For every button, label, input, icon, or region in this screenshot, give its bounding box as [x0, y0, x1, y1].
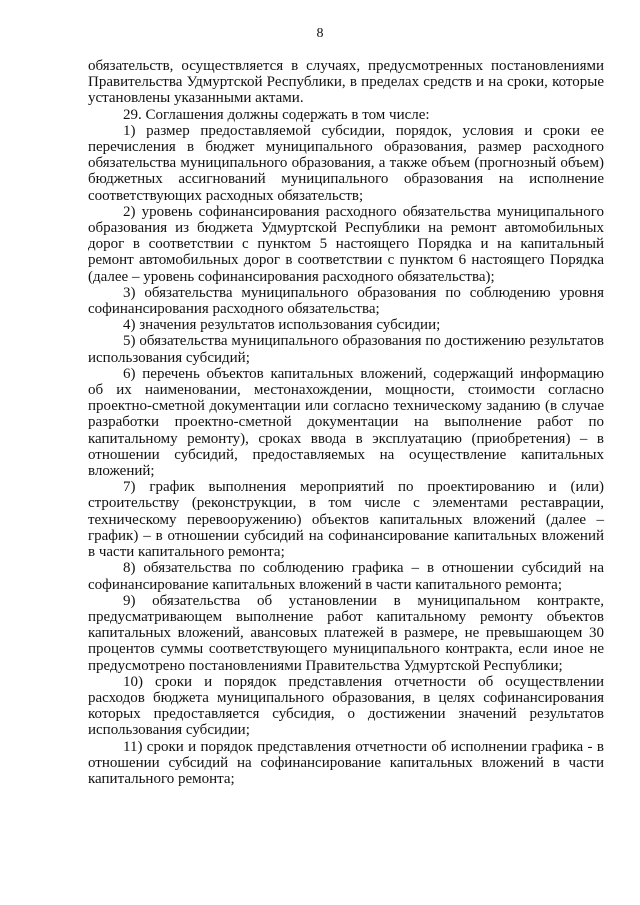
paragraph-continuation: обязательств, осуществляется в случаях, предусмотренных постановлениями Правительства Удмуртской Республики, в пределах средств и на сроки, которые установлены указанными актами.	[88, 58, 604, 107]
paragraph-item-7: 7) график выполнения мероприятий по проектированию и (или) строительству (реконструкции, в том числе с элементами реставрации, техническому перевооружению) объектов капитальных вложений (далее – график) – в отношении субсидий на софинансирование капитальных вложений в части капитального ремонта;	[88, 479, 604, 561]
paragraph-clause-29: 29. Соглашения должны содержать в том числе:	[123, 106, 430, 123]
paragraph-item-6: 6) перечень объектов капитальных вложений, содержащий информацию об их наименовании, местонахождении, мощности, стоимости согласно проектно-сметной документации или согласно техническому заданию (в случае разработки проектно-сметной документации на выполнение работ по капитальному ремонту), сроках ввода в эксплуатацию (приобретения) – в отношении субсидий, предоставляемых на осуществление капитальных вложений;	[88, 365, 604, 480]
paragraph-item-4: 4) значения результатов использования субсидии;	[123, 317, 441, 334]
paragraph-item-10: 10) сроки и порядок представления отчетности об осуществлении расходов бюджета муниципального образования, в целях софинансирования которых предоставляется субсидия, о достижении значений результатов использования субсидии;	[88, 673, 604, 739]
paragraph-item-3: 3) обязательства муниципального образования по соблюдению уровня софинансирования расходного обязательства;	[88, 284, 604, 318]
paragraph-item-9: 9) обязательства об установлении в муниципальном контракте, предусматривающем выполнение работ капитальному ремонту объектов капитальных вложений, авансовых платежей в размере, не превышающем 30 процентов суммы соответствующего муниципального контракта, если иное не предусмотрено постановлениями Правительства Удмуртской Республики;	[88, 592, 604, 674]
paragraph-item-5: 5) обязательства муниципального образования по достижению результатов использования субсидий;	[88, 333, 604, 366]
paragraph-item-1: 1) размер предоставляемой субсидии, порядок, условия и сроки ее перечисления в бюджет муниципального образования, размер расходного обязательства муниципального образования, а также объем (прогнозный объем) бюджетных ассигнований муниципального образования на исполнение соответствующих расходных обязательств;	[88, 122, 604, 204]
paragraph-item-11: 11) сроки и порядок представления отчетности об исполнении графика - в отношении субсидий на софинансирование капитальных вложений в части капитального ремонта;	[88, 738, 604, 787]
document-body	[88, 58, 604, 787]
paragraph-item-8: 8) обязательства по соблюдению графика – в отношении субсидий на софинансирование капитальных вложений в части капитального ремонта;	[88, 560, 604, 593]
page-number: 8	[316, 26, 324, 41]
paragraph-item-2: 2) уровень софинансирования расходного обязательства муниципального образования из бюджета Удмуртской Республики на ремонт автомобильных дорог в соответствии с пунктом 5 настоящего Порядка и на капитальный ремонт автомобильных дорог в соответствии с пунктом 6 настоящего Порядка (далее – уровень софинансирования расходного обязательства);	[88, 203, 604, 285]
